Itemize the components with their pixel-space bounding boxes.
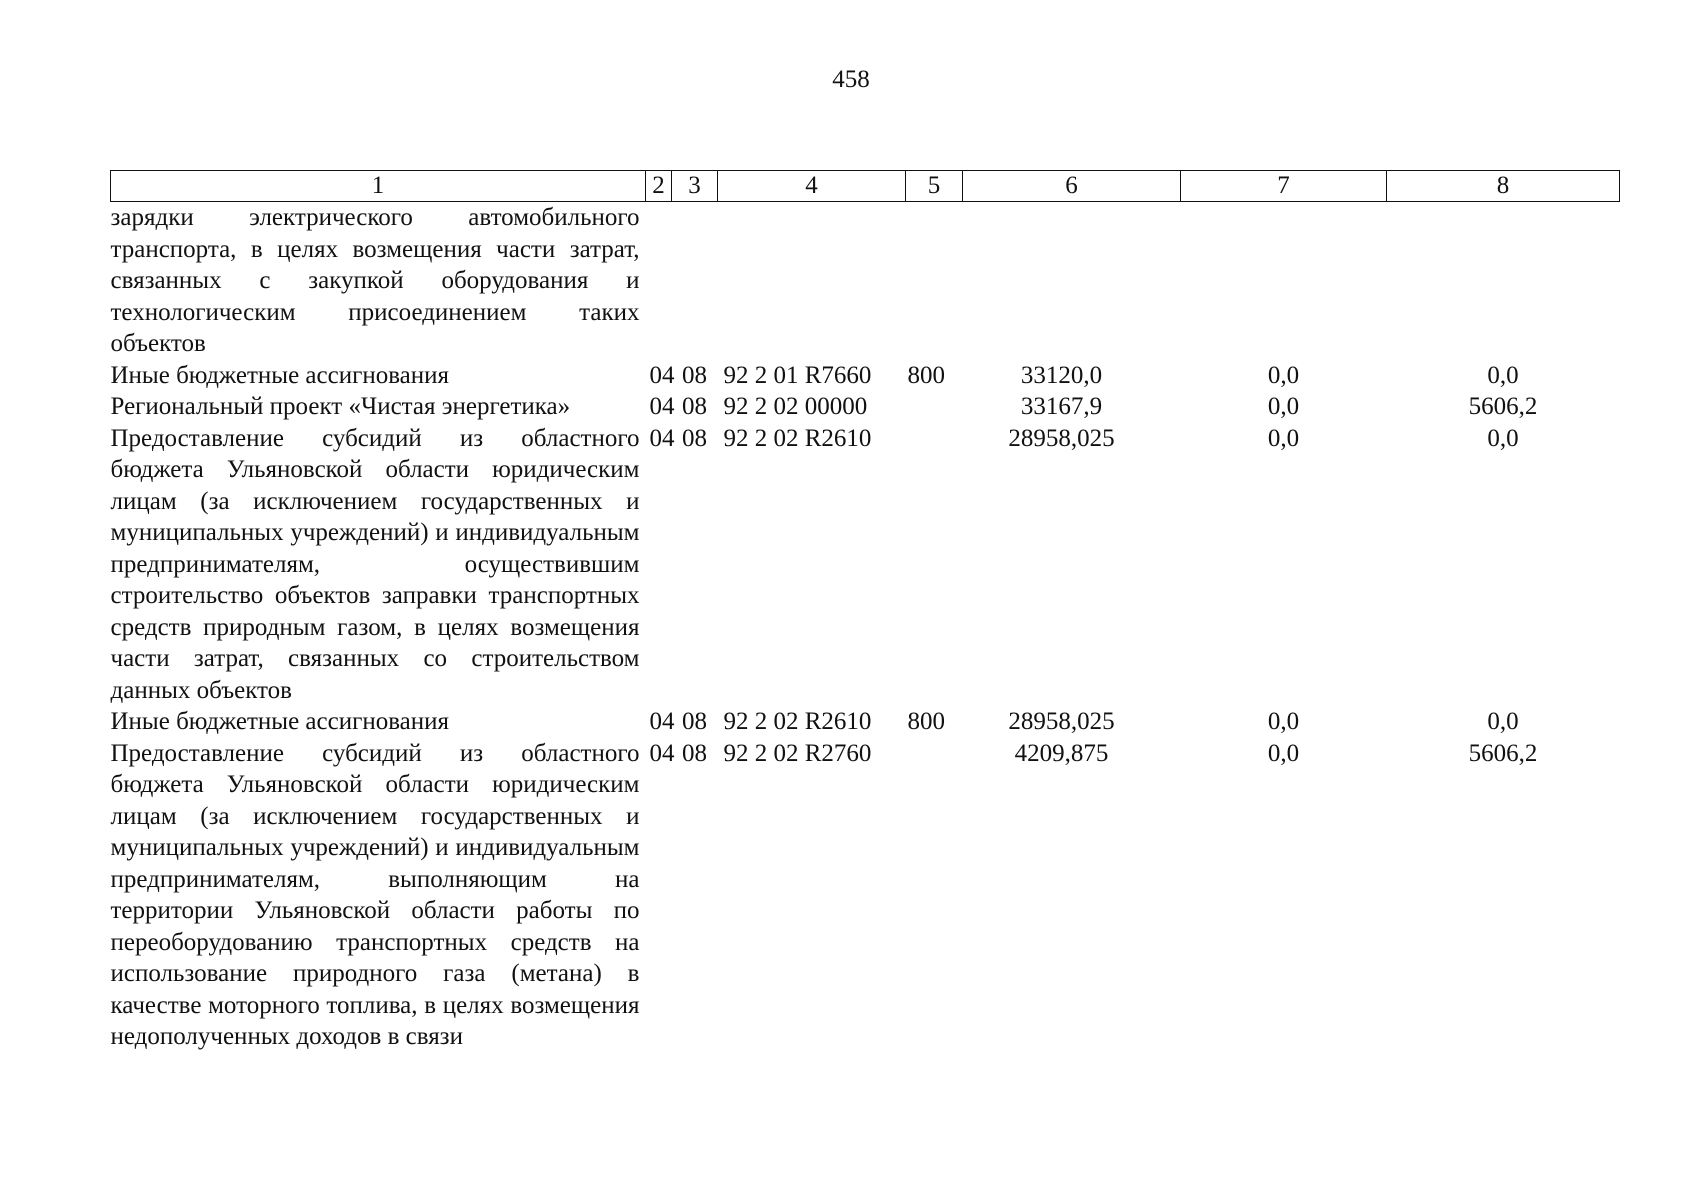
- row-amount-col8: 0,0: [1487, 361, 1519, 389]
- row-amount-col8: 5606,2: [1468, 393, 1538, 420]
- row-section: 04: [649, 361, 675, 389]
- row-expense-type: [906, 391, 963, 423]
- row-amount-col6: 4209,875: [1014, 739, 1109, 767]
- header-col-5: 5: [906, 171, 963, 202]
- row-section: [646, 202, 672, 360]
- row-section: 04: [649, 393, 675, 420]
- row-section: 04: [649, 708, 675, 735]
- header-row: [111, 171, 1620, 202]
- row-name: Иные бюджетные ассигнования: [110, 361, 450, 389]
- row-subsection: [672, 202, 718, 360]
- row-amount-col8: 0,0: [1487, 708, 1519, 735]
- row-target-article: [718, 202, 906, 360]
- row-amount-col7: 0,0: [1267, 393, 1300, 420]
- header-col-7: 7: [1181, 171, 1387, 202]
- row-amount-col7: 0,0: [1267, 739, 1300, 767]
- row-target-article: 92 2 02 R2610: [723, 708, 872, 735]
- row-amount-col8: 0,0: [1487, 424, 1519, 452]
- page-number: 458: [832, 66, 870, 93]
- row-amount-col7: 0,0: [1267, 424, 1300, 452]
- row-target-article: 92 2 01 R7660: [723, 361, 872, 389]
- row-subsection: 08: [682, 393, 707, 420]
- row-expense-type: [906, 202, 963, 360]
- table-row: [111, 202, 1620, 360]
- header-col-2: 2: [646, 171, 672, 202]
- table-header: [111, 171, 1620, 202]
- header-col-3: 3: [672, 171, 718, 202]
- row-section: 04: [649, 424, 675, 452]
- row-amount-col8: 5606,2: [1468, 739, 1538, 767]
- row-target-article: 92 2 02 00000: [723, 393, 868, 420]
- row-subsection: 08: [682, 424, 707, 452]
- row-section: 04: [649, 739, 675, 767]
- header-col-4: 4: [718, 171, 906, 202]
- row-subsection: 08: [682, 708, 707, 735]
- row-amount-col6: 28958,025: [1008, 424, 1115, 452]
- header-col-8: 8: [1387, 171, 1620, 202]
- row-amount-col7: 0,0: [1267, 708, 1300, 735]
- row-expense-type: [906, 423, 963, 707]
- header-col-1: 1: [111, 171, 646, 202]
- row-subsection: 08: [682, 739, 707, 767]
- row-amount-col6: 28958,025: [1008, 708, 1115, 735]
- row-name: Предоставление субсидий из областного бюджета Ульяновской области юридическим лицам (за исключением государственных и муниципальных учреждений) и индивидуальным предпринимателям, осуществившим строительство объектов заправки транспортных средств природным газом, в целях возмещения части затрат, связанных со строительством данных объектов: [110, 424, 640, 704]
- row-amount-col6: 33167,9: [1020, 393, 1103, 420]
- row-subsection: 08: [682, 361, 707, 389]
- row-expense-type: [906, 738, 963, 1053]
- header-col-6: 6: [963, 171, 1181, 202]
- row-target-article: 92 2 02 R2610: [723, 424, 872, 452]
- row-amount-col7: 0,0: [1267, 361, 1300, 389]
- row-amount-col6: [963, 202, 1181, 360]
- table-row: [111, 738, 1620, 1053]
- table-body: [111, 202, 1620, 1053]
- budget-table: [110, 170, 1620, 1053]
- row-amount-col6: 33120,0: [1020, 361, 1103, 389]
- table-row: [111, 360, 1620, 392]
- row-expense-type: 800: [907, 708, 945, 735]
- table-row: [111, 706, 1620, 738]
- row-amount-col7: [1181, 202, 1387, 360]
- table-row: [111, 391, 1620, 423]
- row-name: Региональный проект «Чистая энергетика»: [110, 393, 571, 420]
- row-name: Предоставление субсидий из областного бюджета Ульяновской области юридическим лицам (за исключением государственных и муниципальных учреждений) и индивидуальным предпринимателям, выполняющим на территории Ульяновской области работы по переоборудованию транспортных средств на использование природного газа (метана) в качестве моторного топлива, в целях возмещения недополученных доходов в связи: [110, 739, 640, 1050]
- row-name: зарядки электрического автомобильного транспорта, в целях возмещения части затрат, связанных с закупкой оборудования и технологическим присоединением таких объектов: [110, 204, 640, 357]
- table-row: [111, 423, 1620, 707]
- row-target-article: 92 2 02 R2760: [723, 739, 872, 767]
- row-amount-col8: [1387, 202, 1620, 360]
- row-name: Иные бюджетные ассигнования: [110, 708, 450, 735]
- row-expense-type: 800: [907, 361, 945, 389]
